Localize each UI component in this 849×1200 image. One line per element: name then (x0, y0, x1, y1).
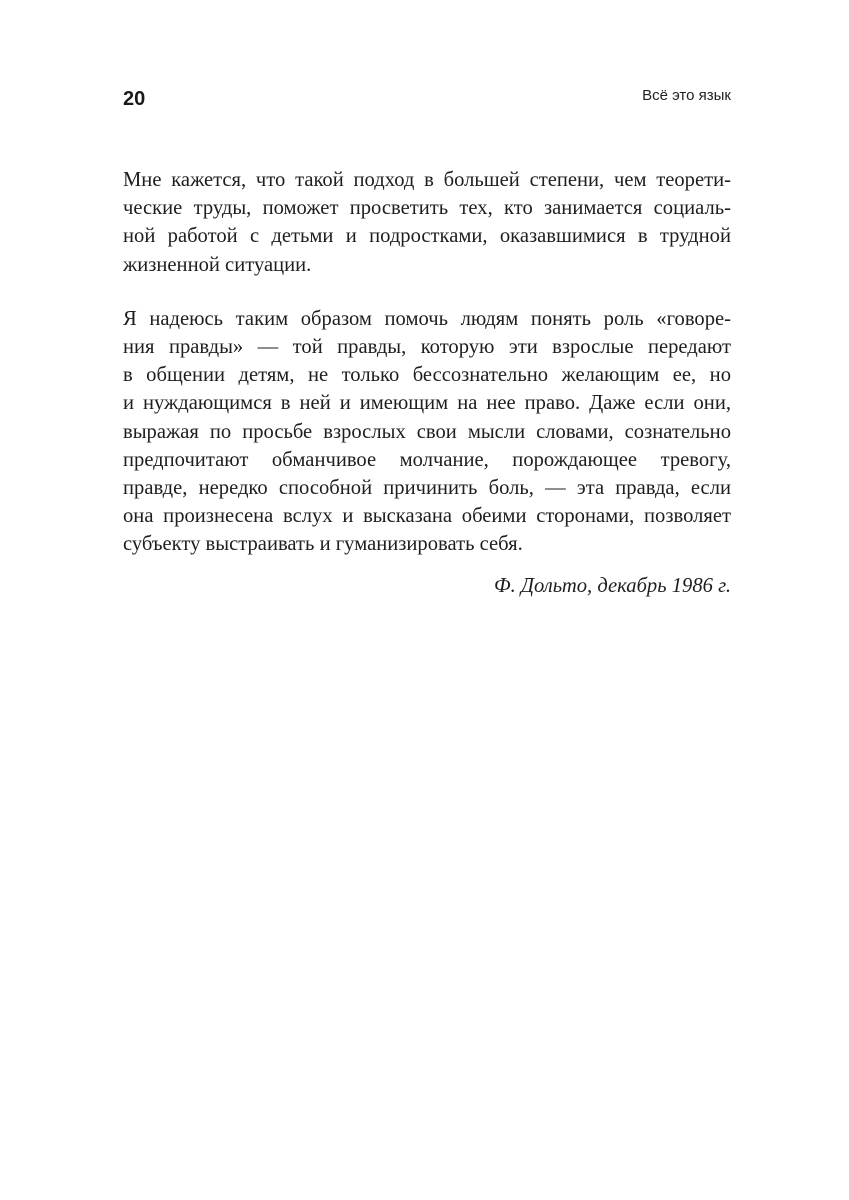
signature: Ф. Дольто, декабрь 1986 г. (494, 575, 731, 598)
text-line: она произнесена вслух и высказана обеими сторонами, позволяет (123, 505, 731, 528)
text-line: в общении детям, не только бессознательно желающим ее, но (123, 364, 731, 387)
body-text (123, 166, 731, 600)
paragraph-1 (123, 166, 731, 279)
text-line: ния правды» — той правды, которую эти взрослые передают (123, 335, 731, 358)
running-title: Всё это язык (642, 87, 731, 104)
text-line: ной работой с детьми и подростками, оказавшимися в трудной (123, 225, 731, 248)
text-line: выражая по просьбе взрослых свои мысли словами, сознательно (123, 420, 731, 443)
text-line: ческие труды, поможет просветить тех, кто занимается социаль- (123, 197, 731, 220)
paragraph-2 (123, 305, 731, 559)
text-line: предпочитают обманчивое молчание, порождающее тревогу, (123, 448, 731, 471)
text-line: жизненной ситуации. (123, 253, 312, 276)
text-line: и нуждающимся в ней и имеющим на нее право. Даже если они, (123, 392, 731, 415)
text-line: Я надеюсь таким образом помочь людям понять роль «говоре- (123, 307, 731, 330)
text-line: Мне кажется, что такой подход в большей степени, чем теорети- (123, 169, 731, 191)
page-number: 20 (123, 88, 146, 110)
text-line: субъекту выстраивать и гуманизировать себя. (123, 533, 523, 556)
text-line: правде, нередко способной причинить боль, — эта правда, если (123, 476, 731, 499)
